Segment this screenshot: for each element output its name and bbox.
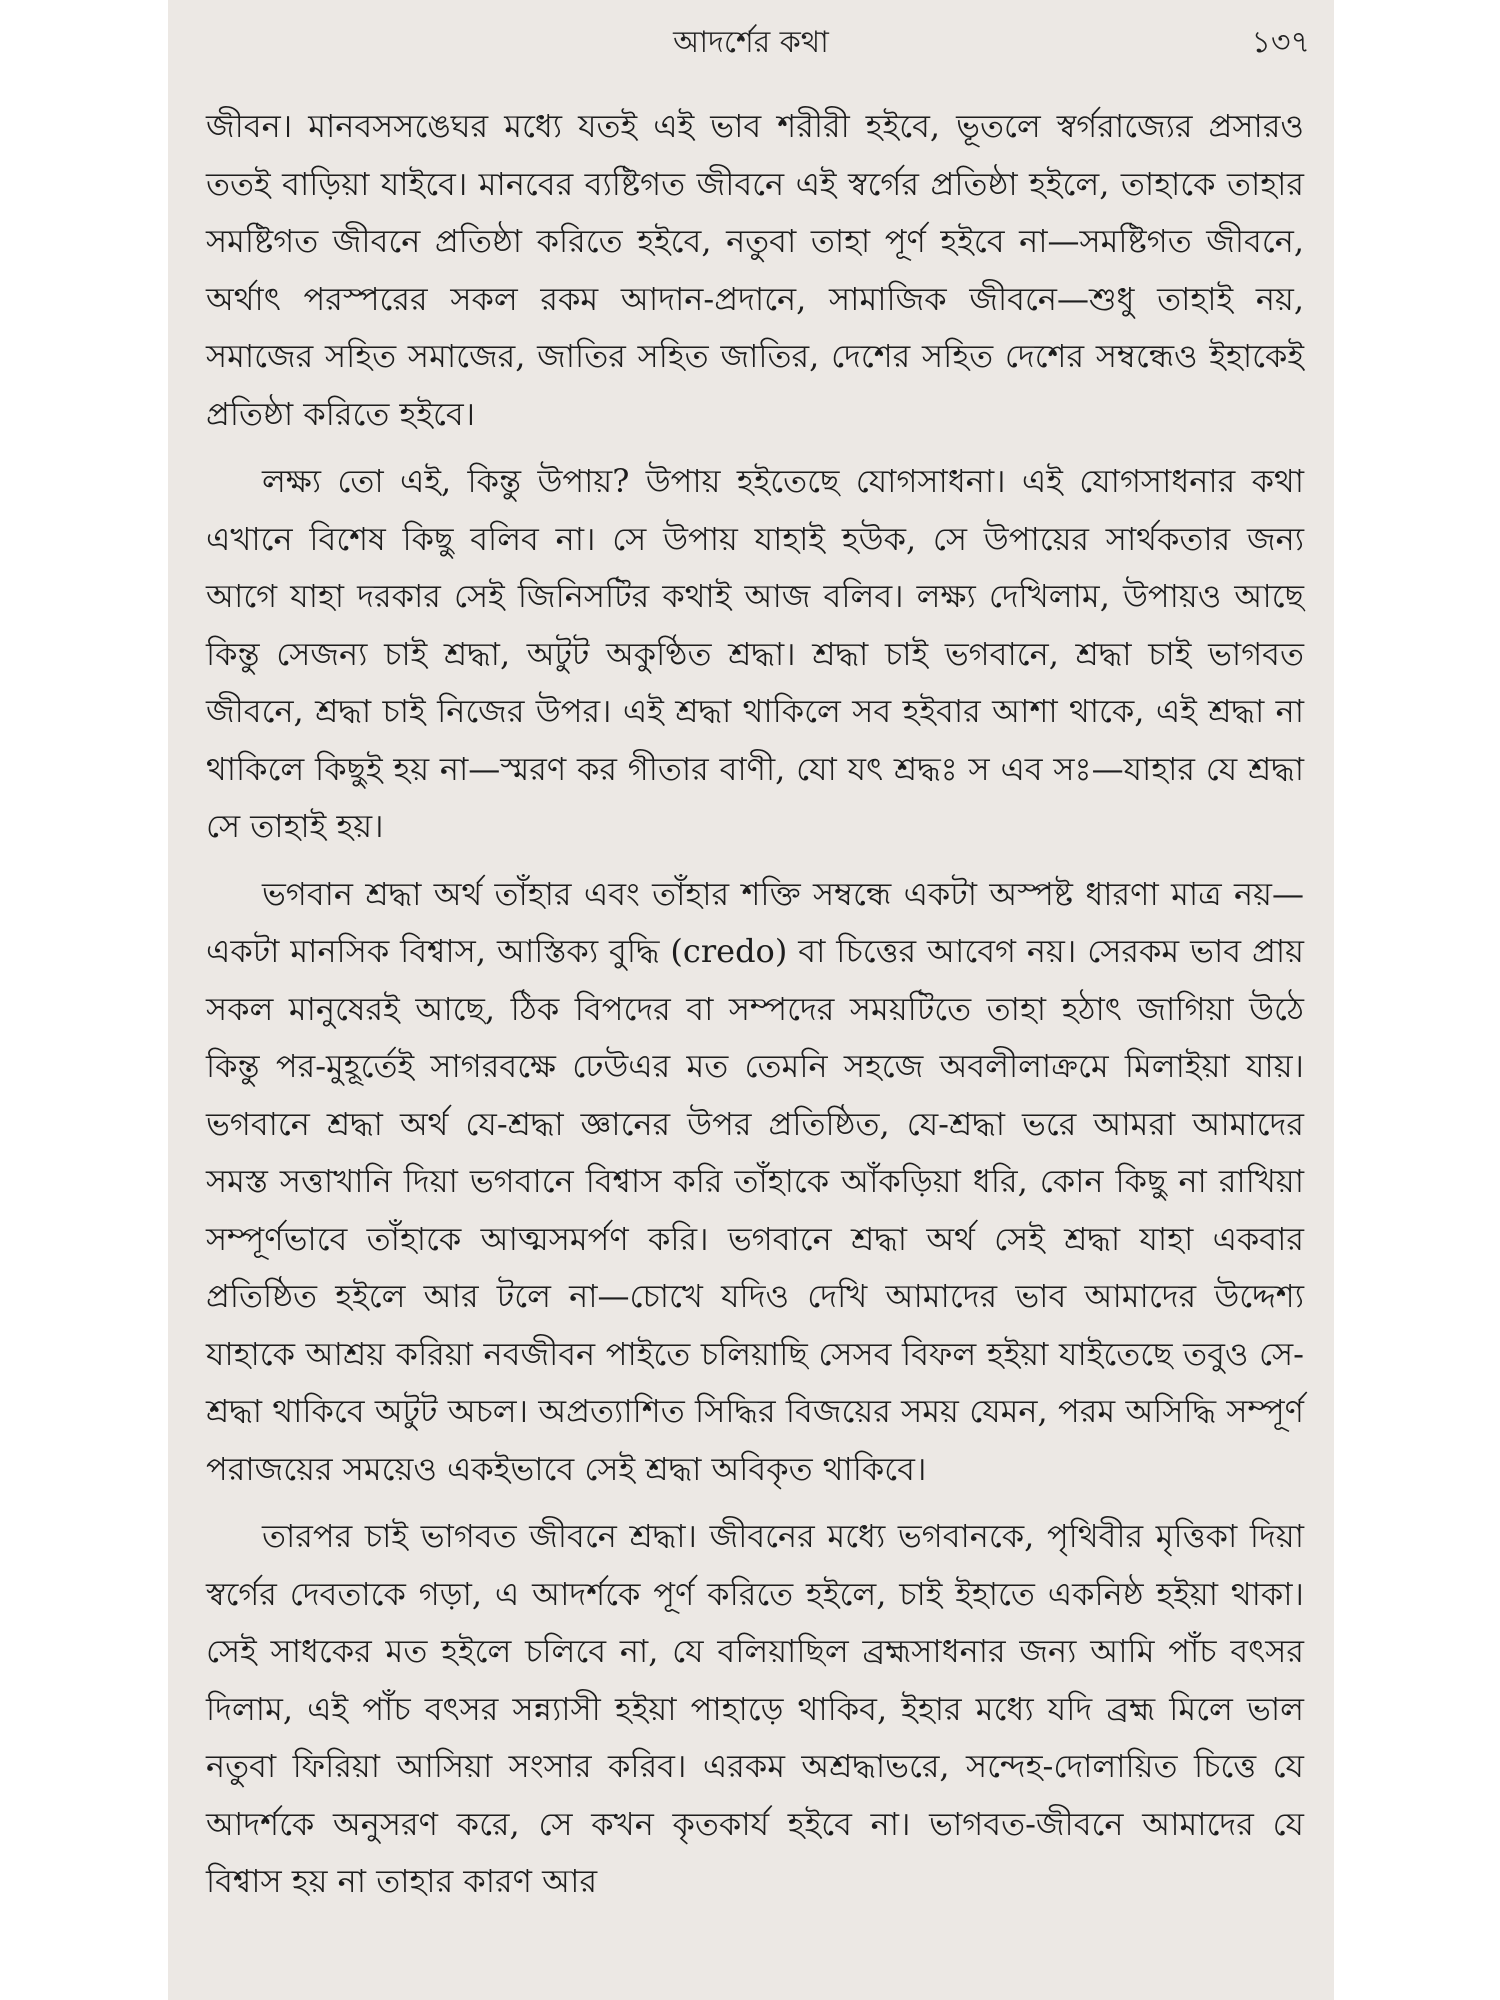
page-number: ১৩৭ xyxy=(1251,25,1310,60)
paragraph-1: জীবন। মানবসসঙেঘর মধ্যে যতই এই ভাব শরীরী হইবে, ভূতলে স্বর্গরাজ্যের প্রসারও ততই বাড়িয়া যাইবে। মানবের ব্যষ্টিগত জীবনে এই স্বর্গের প্রতিষ্ঠা হইলে, তাহাকে তাহার সমষ্টিগত জীবনে প্রতিষ্ঠা করিতে হইবে, নতুবা তাহা পূর্ণ হইবে না—সমষ্টিগত জীবনে, অর্থাৎ পরস্পরের সকল রকম আদান-প্রদানে, সামাজিক জীবনে—শুধু তাহাই নয়, সমাজের সহিত সমাজের, জাতির সহিত জাতির, দেশের সহিত দেশের সম্বন্ধেও ইহাকেই প্রতিষ্ঠা করিতে হইবে। xyxy=(206,107,1304,433)
book-page xyxy=(168,0,1334,2000)
body-text xyxy=(206,98,1304,1911)
page-header xyxy=(168,18,1334,68)
paragraph-3: ভগবান শ্রদ্ধা অর্থ তাঁহার এবং তাঁহার শক্তি সম্বন্ধে একটা অস্পষ্ট ধারণা মাত্র নয়—একটা মানসিক বিশ্বাস, আস্তিক্য বুদ্ধি (credo) বা চিত্তের আবেগ নয়। সেরকম ভাব প্রায় সকল মানুষেরই আছে, ঠিক বিপদের বা সম্পদের সময়টিতে তাহা হঠাৎ জাগিয়া উঠে কিন্তু পর-মুহূর্তেই সাগরবক্ষে ঢেউএর মত তেমনি সহজে অবলীলাক্রমে মিলাইয়া যায়। ভগবানে শ্রদ্ধা অর্থ যে-শ্রদ্ধা জ্ঞানের উপর প্রতিষ্ঠিত, যে-শ্রদ্ধা ভরে আমরা আমাদের সমস্ত সত্তাখানি দিয়া ভগবানে বিশ্বাস করি তাঁহাকে আঁকড়িয়া ধরি, কোন কিছু না রাখিয়া সম্পূর্ণভাবে তাঁহাকে আত্মসমর্পণ করি। ভগবানে শ্রদ্ধা অর্থ সেই শ্রদ্ধা যাহা একবার প্রতিষ্ঠিত হইলে আর টলে না—চোখে যদিও দেখি আমাদের ভাব আমাদের উদ্দেশ্য যাহাকে আশ্রয় করিয়া নবজীবন পাইতে চলিয়াছি সেসব বিফল হইয়া যাইতেছে তবুও সে-শ্রদ্ধা থাকিবে অটুট অচল। অপ্রত্যাশিত সিদ্ধির বিজয়ের সময় যেমন, পরম অসিদ্ধি সম্পূর্ণ পরাজয়ের সময়েও একইভাবে সেই শ্রদ্ধা অবিকৃত থাকিবে। xyxy=(206,874,1304,1488)
paragraph-4: তারপর চাই ভাগবত জীবনে শ্রদ্ধা। জীবনের মধ্যে ভগবানকে, পৃথিবীর মৃত্তিকা দিয়া স্বর্গের দেবতাকে গড়া, এ আদর্শকে পূর্ণ করিতে হইলে, চাই ইহাতে একনিষ্ঠ হইয়া থাকা। সেই সাধকের মত হইলে চলিবে না, যে বলিয়াছিল ব্রহ্মসাধনার জন্য আমি পাঁচ বৎসর দিলাম, এই পাঁচ বৎসর সন্ন্যাসী হইয়া পাহাড়ে থাকিব, ইহার মধ্যে যদি ব্রহ্ম মিলে ভাল নতুবা ফিরিয়া আসিয়া সংসার করিব। এরকম অশ্রদ্ধাভরে, সন্দেহ-দোলায়িত চিত্তে যে আদর্শকে অনুসরণ করে, সে কখন কৃতকার্য হইবে না। ভাগবত-জীবনে আমাদের যে বিশ্বাস হয় না তাহার কারণ আর xyxy=(206,1517,1304,1900)
paragraph-2: লক্ষ্য তো এই, কিন্তু উপায়? উপায় হইতেছে যোগসাধনা। এই যোগসাধনার কথা এখানে বিশেষ কিছু বলিব না। সে উপায় যাহাই হউক, সে উপায়ের সার্থকতার জন্য আগে যাহা দরকার সেই জিনিসটির কথাই আজ বলিব। লক্ষ্য দেখিলাম, উপায়ও আছে কিন্তু সেজন্য চাই শ্রদ্ধা, অটুট অকুণ্ঠিত শ্রদ্ধা। শ্রদ্ধা চাই ভগবানে, শ্রদ্ধা চাই ভাগবত জীবনে, শ্রদ্ধা চাই নিজের উপর। এই শ্রদ্ধা থাকিলে সব হইবার আশা থাকে, এই শ্রদ্ধা না থাকিলে কিছুই হয় না—স্মরণ কর গীতার বাণী, যো যৎ শ্রদ্ধঃ স এব সঃ—যাহার যে শ্রদ্ধা সে তাহাই হয়। xyxy=(206,462,1304,845)
running-head: আদর্শের কথা xyxy=(673,25,829,60)
